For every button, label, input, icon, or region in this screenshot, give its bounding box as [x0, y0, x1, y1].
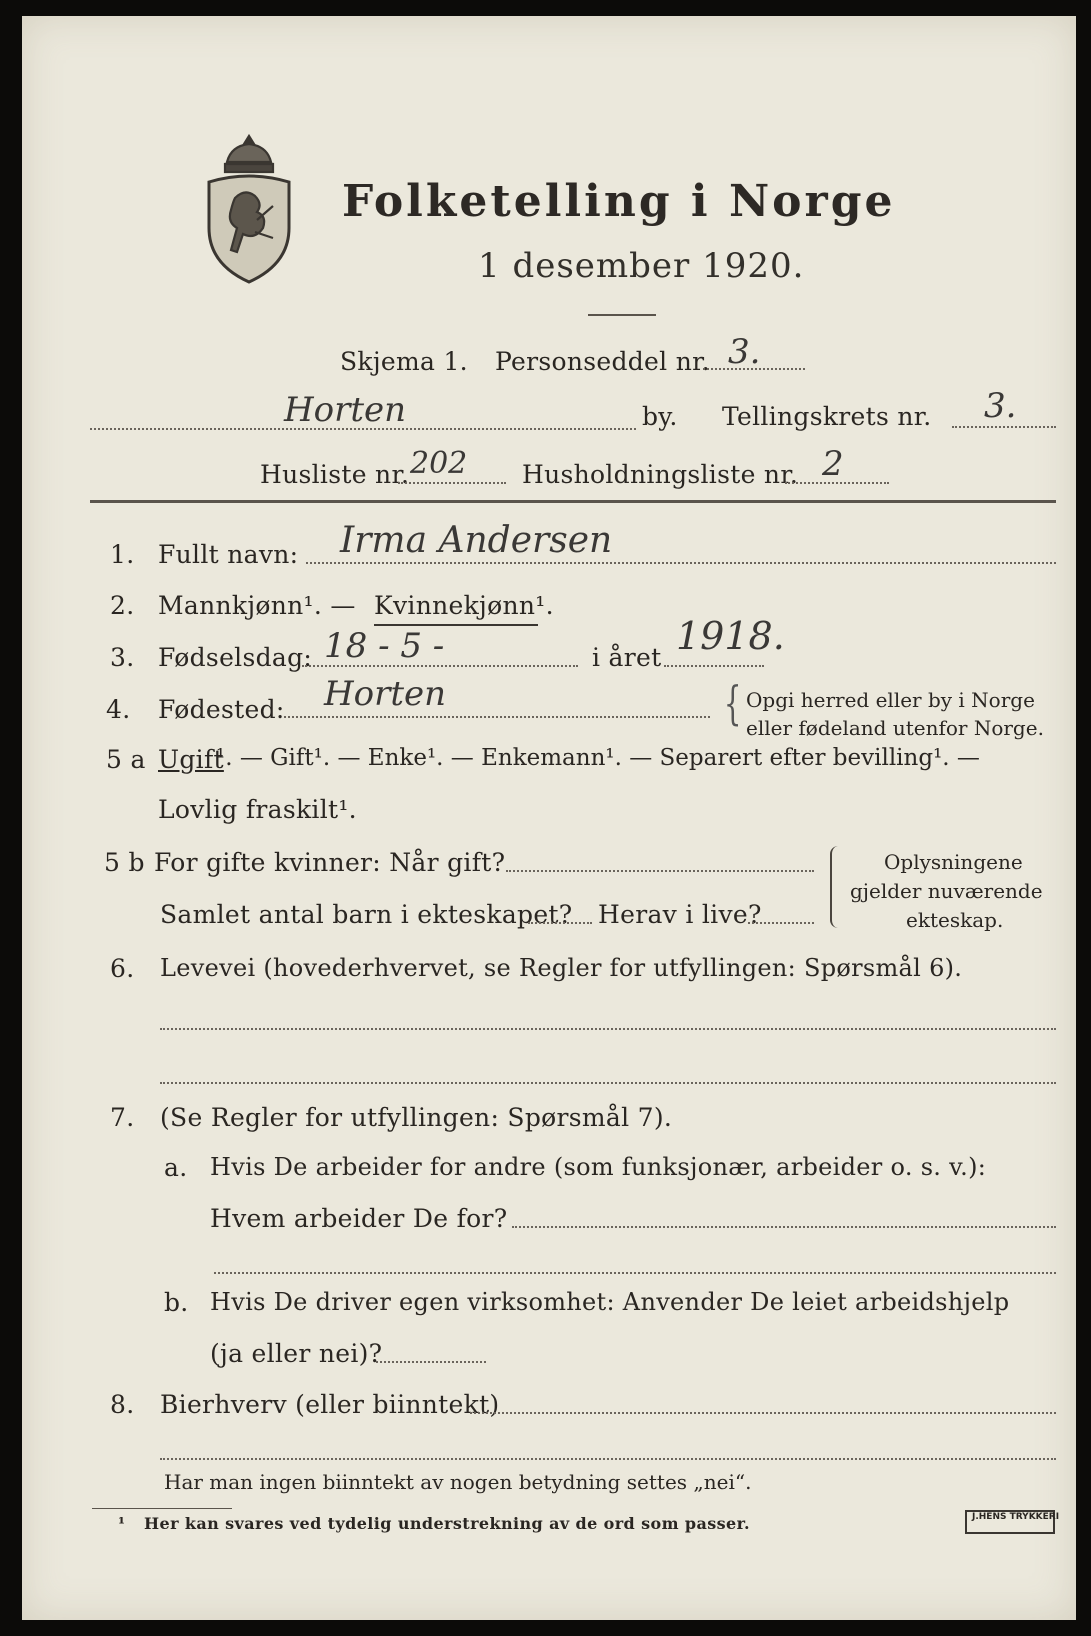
husliste-field-line — [398, 482, 506, 484]
q4-note-brace: { — [723, 676, 742, 730]
q5b-note-line-3: ekteskap. — [906, 908, 1004, 932]
marital-status-options[interactable]: ¹. — Gift¹. — Enke¹. — Enkemann¹. — Separert efter bevilling¹. — — [216, 745, 980, 771]
birth-year-value[interactable]: 1918. — [676, 614, 785, 658]
q7b-question: Hvis De driver egen virksomhet: Anvender De leiet arbeidshjelp — [210, 1288, 1010, 1316]
header-divider — [90, 500, 1056, 503]
footnote-text: Her kan svares ved tydelig understrekning av de ord som passer. — [144, 1514, 750, 1533]
footnote-divider — [92, 1508, 232, 1509]
husholdningsliste-label: Husholdningsliste nr. — [522, 460, 799, 489]
birthplace-value[interactable]: Horten — [324, 674, 447, 714]
q1-label: Fullt navn: — [158, 540, 299, 569]
printer-stamp-text: J.HENS TRYKKERI — [972, 1512, 1060, 1522]
birthplace-field-line — [284, 716, 710, 718]
q8-note: Har man ingen biinntekt av nogen betydning settes „nei“. — [164, 1470, 752, 1494]
husliste-value[interactable]: 202 — [410, 446, 468, 481]
q4-number: 4. — [106, 695, 131, 724]
form-title: Folketelling i Norge — [342, 176, 896, 227]
q3-number: 3. — [110, 643, 135, 672]
q4-label: Fødested: — [158, 695, 285, 724]
husliste-label: Husliste nr. — [260, 460, 410, 489]
q6-number: 6. — [110, 954, 135, 983]
husholdningsliste-value[interactable]: 2 — [822, 444, 844, 484]
q5b-number: 5 b — [104, 848, 145, 877]
gender-male-option[interactable]: Mannkjønn¹. — — [158, 591, 356, 620]
q5b-alive-label: Herav i live? — [598, 900, 762, 929]
tellingskrets-value[interactable]: 3. — [984, 386, 1017, 426]
year-field-line — [664, 665, 764, 667]
year-label: i året — [592, 643, 662, 672]
q8-text: Bierhverv (eller biinntekt) — [160, 1390, 500, 1419]
census-date: 1 desember 1920. — [478, 246, 805, 286]
birthday-value[interactable]: 18 - 5 - — [324, 626, 445, 666]
q5a-number: 5 a — [106, 745, 146, 774]
when-married-field-line — [506, 870, 814, 872]
q5b-note-bracket — [830, 846, 840, 928]
q3-label: Fødselsdag: — [158, 643, 313, 672]
children-count-field-line — [528, 922, 592, 924]
q7a-question: Hvis De arbeider for andre (som funksjonær, arbeider o. s. v.): — [210, 1153, 987, 1181]
q7b-yes-no-label: (ja eller nei)? — [210, 1339, 383, 1368]
occupation-field-line-2 — [160, 1082, 1056, 1084]
q7-text: (Se Regler for utfyllingen: Spørsmål 7). — [160, 1103, 673, 1132]
side-income-field-line-1 — [470, 1412, 1056, 1414]
gender-female-option[interactable]: Kvinnekjønn¹. — [374, 591, 554, 620]
q5b-when-married-label: For gifte kvinner: Når gift? — [154, 848, 506, 877]
q1-number: 1. — [110, 540, 135, 569]
q5b-note-line-2: gjelder nuværende — [850, 879, 1043, 903]
full-name-value[interactable]: Irma Andersen — [340, 520, 613, 561]
children-alive-field-line — [748, 922, 814, 924]
q5b-note-line-1: Oplysningene — [884, 850, 1023, 874]
q4-note-line-1: Opgi herred eller by i Norge — [746, 688, 1035, 712]
personseddel-value[interactable]: 3. — [728, 332, 761, 372]
q1-field-line — [306, 562, 1056, 564]
q8-number: 8. — [110, 1390, 135, 1419]
personseddel-label: Personseddel nr. — [495, 347, 710, 376]
tellingskrets-label: Tellingskrets nr. — [722, 402, 932, 431]
q4-note-line-2: eller fødeland utenfor Norge. — [746, 716, 1044, 740]
side-income-field-line-2 — [160, 1458, 1056, 1460]
by-label: by. — [642, 402, 678, 431]
lovlig-fraskilt-option[interactable]: Lovlig fraskilt¹. — [158, 795, 357, 824]
q6-text: Levevei (hovederhvervet, se Regler for utfyllingen: Spørsmål 6). — [160, 954, 963, 982]
q7-number: 7. — [110, 1103, 135, 1132]
city-value[interactable]: Horten — [284, 390, 407, 430]
tellingskrets-field-line — [952, 426, 1056, 428]
footnote-mark: ¹ — [118, 1514, 126, 1533]
ugift-option[interactable]: Ugift — [158, 745, 224, 774]
q7a-employer-label: Hvem arbeider De for? — [210, 1204, 508, 1233]
q5b-children-label: Samlet antal barn i ekteskapet? — [160, 900, 573, 929]
employer-field-line-2 — [214, 1272, 1056, 1274]
q2-number: 2. — [110, 591, 135, 620]
hired-help-field-line — [376, 1361, 486, 1363]
employer-field-line-1 — [512, 1226, 1056, 1228]
occupation-field-line-1 — [160, 1028, 1056, 1030]
q7a-letter: a. — [164, 1153, 188, 1182]
title-divider — [588, 314, 656, 316]
norwegian-coat-of-arms-icon — [205, 132, 293, 288]
q7b-letter: b. — [164, 1288, 189, 1317]
skjema-label: Skjema 1. — [340, 347, 468, 376]
